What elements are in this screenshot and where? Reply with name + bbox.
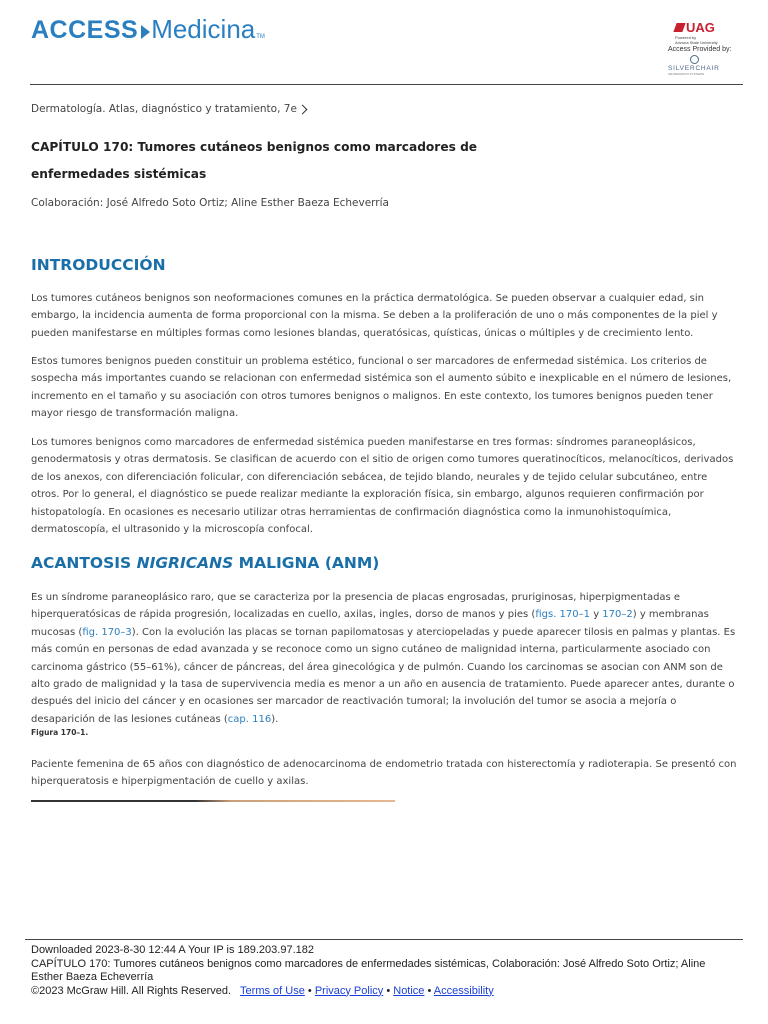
uag-mark-icon xyxy=(673,23,685,32)
section-heading-introduccion: INTRODUCCIÓN xyxy=(31,256,166,274)
chevron-right-icon xyxy=(297,104,307,114)
anm-text-1: Es un síndrome paraneoplásico raro, que se caracteriza por la presencia de placas engrosadas, pruriginosas, hiperpigmentadas e hiperqueratósicas de rápida progresión, localizadas en cuello, axilas, ingles, dorso de manos y pies ( xyxy=(31,592,681,621)
uag-logo xyxy=(675,20,748,35)
link-cap-116[interactable]: cap. 116 xyxy=(227,713,272,725)
anm-text-3: ) y membranas mucosas ( xyxy=(31,609,709,638)
uag-text: UAG xyxy=(686,20,715,35)
logo-access-text: ACCESS xyxy=(31,16,139,44)
link-fig-170-3[interactable]: fig. 170–3 xyxy=(82,626,132,638)
footer-separator: • xyxy=(424,984,434,997)
anm-paragraph xyxy=(31,589,737,728)
privacy-policy-link[interactable]: Privacy Policy xyxy=(314,984,384,997)
notice-link[interactable]: Notice xyxy=(393,984,425,997)
figure-image-edge xyxy=(31,800,395,802)
chapter-title: CAPÍTULO 170: Tumores cutáneos benignos como marcadores de enfermedades sistémicas xyxy=(31,140,478,181)
footer-links-row xyxy=(31,985,731,999)
section-heading-anm xyxy=(31,554,379,572)
logo-arrow-icon xyxy=(141,25,150,39)
page-footer xyxy=(31,944,731,998)
intro-paragraph-3: Los tumores benignos como marcadores de enfermedad sistémica pueden manifestarse en tres formas: síndromes paraneoplásicos, genodermatosis y otras dermatosis. Se clasifican de acuerdo con el sitio de origen como tumores queratinocíticos, melanocíticos, derivados de los anexos, con diferenciación folicular, con diferenciación sebácea, de tejido blando, neurales y de tejido celular subcutáneo, entre otros. Por lo general, el diagnóstico se puede realizar mediante la exploración física, sin embargo, algunos requieren confirmación por histopatología. En ocasiones es necesario utilizar otras herramientas de confirmación diagnóstica como la inmunohistoquímica, dermatoscopía, el ultrasonido y la microscopía confocal. xyxy=(31,437,734,536)
intro-paragraph-2: Estos tumores benignos pueden constituir un problema estético, funcional o ser marcadores de enfermedad sistémica. Los criterios de sospecha más importantes cuando se relacionan con enfermedad sistémica son el aumento súbito e inexplicable en el número de lesiones, incremento en el tamaño y su asociación con otros tumores benignos o malignos. En este contexto, los tumores benignos pueden tener mayor riesgo de transformación maligna. xyxy=(31,356,732,420)
asu-line-2: Arizona State University xyxy=(675,40,718,45)
figure-caption: Paciente femenina de 65 años con diagnóstico de adenocarcinoma de endometrio tratada con histerectomía y radioterapia. Se presentó con hiperqueratosis e hiperpigmentación de cuello y axilas. xyxy=(31,759,737,788)
download-info: Downloaded 2023-8-30 12:44 A Your IP is 189.203.97.182 xyxy=(31,944,314,956)
anm-heading-italic: NIGRICANS xyxy=(136,554,234,572)
institution-logos xyxy=(668,20,748,76)
intro-paragraph-1: Los tumores cutáneos benignos son neoformaciones comunes en la práctica dermatológica. Se pueden observar a cualquier edad, sin embargo, la incidencia aumenta de forma proporcional con la misma. Se deben a la proliferación de uno o más componentes de la piel y pueden manifestarse en múltiples formas como lesiones blandas, queratósicas, quísticas, únicas o múltiples y de crecimiento lento. xyxy=(31,293,718,339)
logo-medicina-text: Medicina xyxy=(151,14,256,44)
asu-line-1: Powered by xyxy=(675,35,697,40)
anm-heading-pre: ACANTOSIS xyxy=(31,554,137,572)
anm-text-5: ). xyxy=(271,713,279,725)
breadcrumb-book-title[interactable]: Dermatología. Atlas, diagnóstico y tratamiento, 7e xyxy=(31,103,297,115)
access-provided-label: Access Provided by: xyxy=(668,46,732,53)
footer-separator: • xyxy=(304,984,315,997)
footer-divider xyxy=(25,939,743,940)
header-divider xyxy=(30,84,743,85)
breadcrumb[interactable] xyxy=(31,103,306,115)
collaboration-authors: Colaboración: José Alfredo Soto Ortiz; Aline Esther Baeza Echeverría xyxy=(31,197,389,209)
silverchair-logo: SILVERCHAIR xyxy=(668,65,720,72)
link-fig-170-2[interactable]: 170–2 xyxy=(602,609,633,621)
silverchair-icon xyxy=(690,55,699,64)
terms-of-use-link[interactable]: Terms of Use xyxy=(240,984,305,997)
accessibility-link[interactable]: Accessibility xyxy=(433,984,494,997)
link-fig-170-1[interactable]: figs. 170–1 xyxy=(535,609,591,621)
anm-heading-post: MALIGNA (ANM) xyxy=(233,554,380,572)
logo-trademark: TM xyxy=(256,34,265,40)
footer-citation: CAPÍTULO 170: Tumores cutáneos benignos como marcadores de enfermedades sistémicas, Colaboración: José Alfredo Soto Ortiz; Aline Esther Baeza Echeverría xyxy=(31,957,706,983)
anm-text-4: ). Con la evolución las placas se tornan papilomatosas y aterciopeladas y puede aparecer tilosis en palmas y plantas. Es más común en personas de edad avanzada y se reconoce como un signo cutáneo de malignidad interna, particularmente asociado con carcinoma gástrico (55–61%), cáncer de páncreas, del área ginecológica y de pulmón. Cuando los carcinomas se asocian con ANM son de alto grado de malignidad y la tasa de supervivencia media es menor a un año en ausencia de tratamiento. Puede aparecer antes, durante o después del inicio del cáncer y en ocasiones ser marcador de reactivación tumoral; la involución del tumor se asocia a mejoría o desaparición de las lesiones cutáneas ( xyxy=(31,626,736,725)
anm-text-2: y xyxy=(590,609,603,621)
figure-label: Figura 170–1. xyxy=(31,728,89,737)
silverchair-subtitle: INFORMATION SYSTEMS xyxy=(668,72,704,76)
copyright-text: ©2023 McGraw Hill. All Rights Reserved. xyxy=(31,984,232,997)
accessmedicina-logo[interactable] xyxy=(31,14,265,45)
footer-separator: • xyxy=(383,984,394,997)
